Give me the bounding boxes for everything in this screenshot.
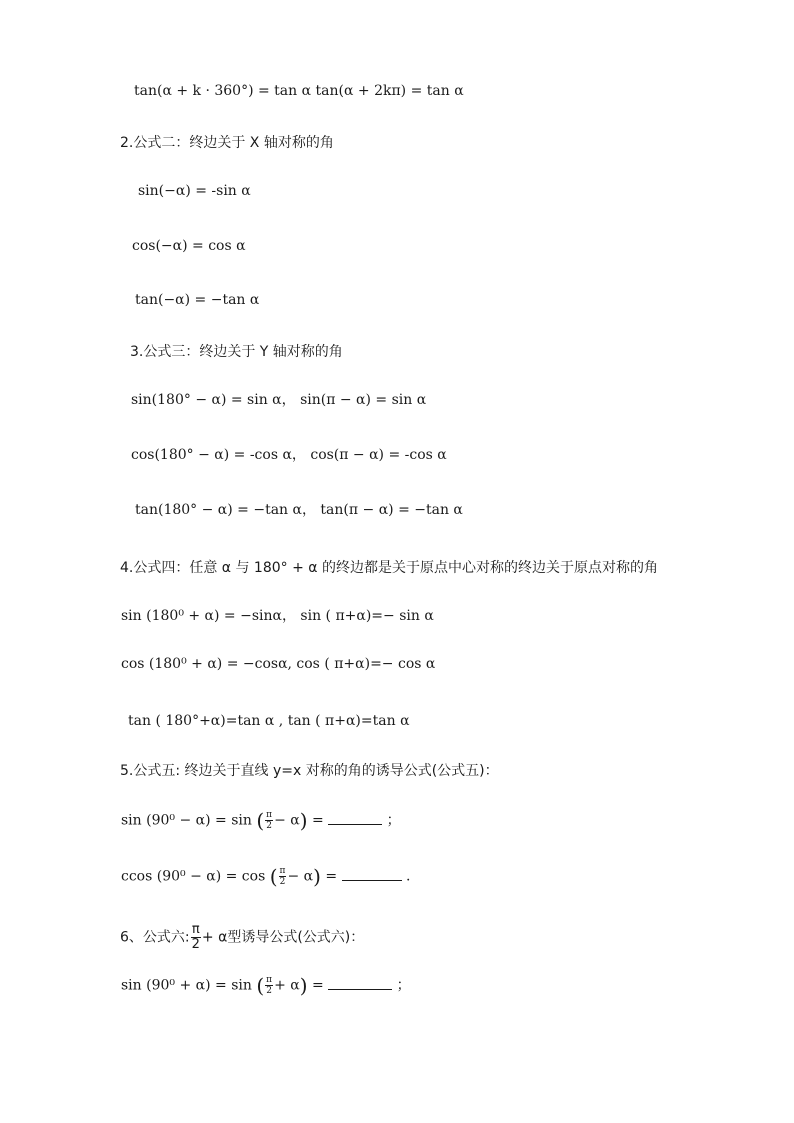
section3-tan-formula: tan(180° − α) = −tan α， tan(π − α) = −tan α — [135, 502, 463, 518]
answer-blank[interactable] — [328, 977, 392, 990]
fraction-numerator: π — [191, 922, 200, 937]
section2-cos-formula: cos(−α) = cos α — [132, 238, 246, 254]
section5-sin-inner: − α — [274, 812, 300, 829]
section5-heading: 5.公式五: 终边关于直线 y=x 对称的角的诱导公式(公式五)： — [120, 763, 499, 779]
right-paren: ) — [313, 864, 321, 889]
section4-heading: 4.公式四：任意 α 与 180° + α 的终边都是关于原点中心对称的终边关于原点对称的角 — [120, 560, 658, 576]
answer-blank[interactable] — [342, 868, 402, 881]
section5-cos-equals: = — [325, 868, 338, 885]
fraction-numerator: π — [266, 810, 273, 820]
section5-cos-formula — [121, 866, 410, 887]
section5-sin-prefix: sin (90⁰ − α) = sin — [121, 812, 252, 829]
fraction-denominator: 2 — [191, 937, 200, 952]
pi-over-2-fraction — [265, 810, 273, 831]
section5-sin-equals: = — [311, 812, 324, 829]
pi-over-2-fraction — [265, 975, 273, 996]
section5-cos-prefix: ccos (90⁰ − α) = cos — [121, 868, 266, 885]
section6-sin-formula — [121, 975, 411, 996]
section3-heading: 3.公式三：终边关于 Y 轴对称的角 — [130, 344, 343, 360]
section6-heading-prefix: 6、公式六: — [120, 929, 190, 946]
answer-blank[interactable] — [328, 812, 382, 825]
section2-sin-formula: sin(−α) = -sin α — [138, 183, 251, 199]
pi-over-2-fraction — [191, 923, 201, 952]
left-paren: ( — [269, 864, 278, 889]
section6-sin-end: ； — [396, 977, 411, 994]
fraction-numerator: π — [266, 975, 273, 985]
fraction-numerator: π — [279, 866, 286, 876]
section6-sin-prefix: sin (90⁰ + α) = sin — [121, 977, 252, 994]
section4-tan-formula: tan ( 180°+α)=tan α , tan ( π+α)=tan α — [128, 713, 410, 729]
section6-sin-inner: + α — [274, 977, 300, 994]
section5-cos-inner: − α — [287, 868, 314, 885]
section2-heading: 2.公式二：终边关于 X 轴对称的角 — [120, 135, 334, 151]
section2-tan-formula: tan(−α) = −tan α — [135, 292, 260, 308]
section5-sin-end: ； — [386, 812, 401, 829]
left-paren: ( — [256, 808, 265, 833]
section5-sin-formula — [121, 810, 401, 831]
section3-cos-formula: cos(180° − α) = -cos α， cos(π − α) = -cos α — [131, 447, 447, 463]
section6-sin-equals: = — [311, 977, 324, 994]
left-paren: ( — [256, 973, 265, 998]
fraction-denominator: 2 — [279, 877, 286, 887]
right-paren: ) — [299, 973, 308, 998]
section6-heading — [120, 923, 364, 952]
fraction-denominator: 2 — [266, 986, 272, 996]
section4-sin-formula: sin (180⁰ + α) = −sinα， sin ( π+α)=− sin α — [121, 608, 434, 624]
section3-sin-formula: sin(180° − α) = sin α， sin(π − α) = sin α — [131, 392, 427, 408]
section6-heading-suffix: + α型诱导公式(公式六)： — [201, 929, 365, 946]
section5-cos-end: . — [406, 868, 411, 885]
fraction-denominator: 2 — [266, 821, 272, 831]
right-paren: ) — [299, 808, 308, 833]
formula-tan-periodic: tan(α + k · 360°) = tan α tan(α + 2kπ) = tan α — [134, 83, 464, 99]
pi-over-2-fraction — [279, 866, 287, 887]
section4-cos-formula: cos (180⁰ + α) = −cosα, cos ( π+α)=− cos α — [121, 656, 436, 672]
